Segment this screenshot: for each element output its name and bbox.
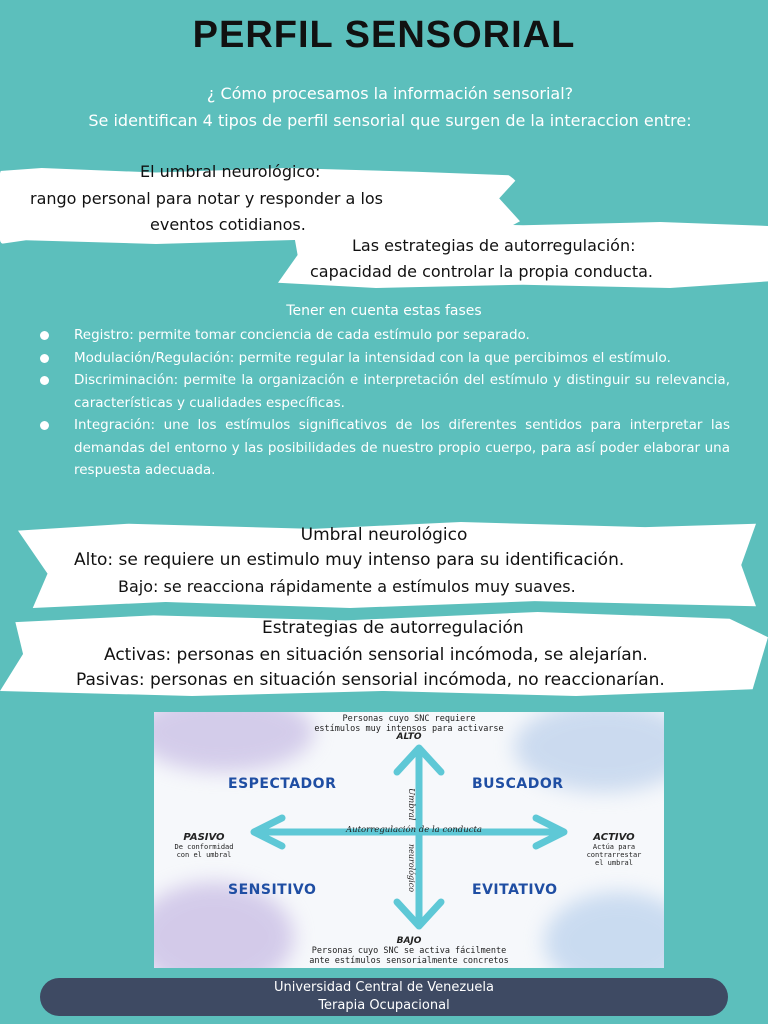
estrategias-heading: Las estrategias de autorregulación: [352, 236, 636, 255]
footer-program: Terapia Ocupacional [318, 998, 450, 1013]
diagram-activo-sub-3: el umbral [595, 859, 633, 867]
diagram-pasivo-label: PASIVO [183, 832, 225, 843]
diagram-pasivo-sub-2: con el umbral [176, 851, 232, 859]
quadrant-sensitivo: SENSITIVO [228, 882, 317, 898]
vertical-axis-label-2: neurológico [407, 844, 416, 893]
phases-list [40, 324, 730, 482]
footer-banner [40, 978, 728, 1016]
umbral-definition-line-2: eventos cotidianos. [150, 215, 306, 234]
vertical-axis-label-1: Umbral [406, 788, 416, 821]
estrategias-definition: capacidad de controlar la propia conducta. [310, 262, 654, 281]
phase-item-integracion: Integración: une los estímulos significativos de los diferentes sentidos para interpretar las demandas del entorno y las posibilidades de nuestro propio cuerpo, para así poder elaborar una respuesta adecuada. [40, 414, 730, 482]
footer-university: Universidad Central de Venezuela [274, 980, 494, 995]
intro-statement: Se identifican 4 tipos de perfil sensorial que surgen de la interaccion entre: [88, 111, 692, 130]
diagram-pasivo-sub-1: De conformidad [174, 843, 234, 851]
diagram-pasivo [164, 832, 244, 859]
strategy-activas-text: Activas: personas en situación sensorial incómoda, se alejarían. [104, 645, 648, 665]
diagram-activo-sub-1: Actúa para [592, 843, 636, 851]
strategy-types-title: Estrategias de autorregulación [262, 618, 524, 638]
strategy-pasivas-text: Pasivas: personas en situación sensorial incómoda, no reaccionarían. [76, 670, 665, 690]
page-title: PERFIL SENSORIAL [192, 14, 576, 56]
phase-item-modulacion: Modulación/Regulación: permite regular la intensidad con la que percibimos el estímulo. [40, 347, 730, 370]
quadrant-evitativo: EVITATIVO [472, 882, 558, 898]
diagram-top-note-line-1: Personas cuyo SNC requiere [342, 714, 476, 724]
diagram-bottom-note [254, 946, 564, 966]
umbral-alto-text: Alto: se requiere un estimulo muy intenso para su identificación. [74, 550, 625, 570]
umbral-heading: El umbral neurológico: [140, 162, 321, 181]
umbral-bajo-text: Bajo: se reacciona rápidamente a estímulos muy suaves. [118, 577, 576, 596]
intro-question: ¿ Cómo procesamos la información sensorial? [206, 84, 574, 103]
diagram-alto-label: ALTO [396, 732, 422, 742]
phases-title: Tener en cuenta estas fases [286, 303, 482, 319]
diagram-top-note-line-2: estímulos muy intensos para activarse [314, 724, 504, 734]
umbral-types-title: Umbral neurológico [300, 525, 468, 545]
diagram-top-note [254, 714, 564, 734]
diagram-bottom-note-line-2: ante estímulos sensorialmente concretos [309, 956, 509, 966]
sensory-profile-diagram [154, 712, 664, 968]
diagram-activo-label: ACTIVO [593, 832, 635, 843]
diagram-bottom-note-line-1: Personas cuyo SNC se activa fácilmente [311, 946, 507, 956]
diagram-bajo-label: BAJO [396, 936, 422, 946]
diagram-activo-sub-2: contrarrestar [586, 851, 642, 859]
phase-item-registro: Registro: permite tomar conciencia de cada estímulo por separado. [40, 324, 730, 347]
umbral-definition-line-1: rango personal para notar y responder a los [30, 189, 384, 208]
diagram-activo [572, 832, 656, 867]
phase-item-discriminacion: Discriminación: permite la organización e interpretación del estímulo y distinguir su relevancia, características y cualidades específicas. [40, 369, 730, 414]
quadrant-espectador: ESPECTADOR [228, 776, 337, 792]
horizontal-axis-label: Autorregulación de la conducta [346, 825, 482, 835]
quadrant-buscador: BUSCADOR [472, 776, 564, 792]
